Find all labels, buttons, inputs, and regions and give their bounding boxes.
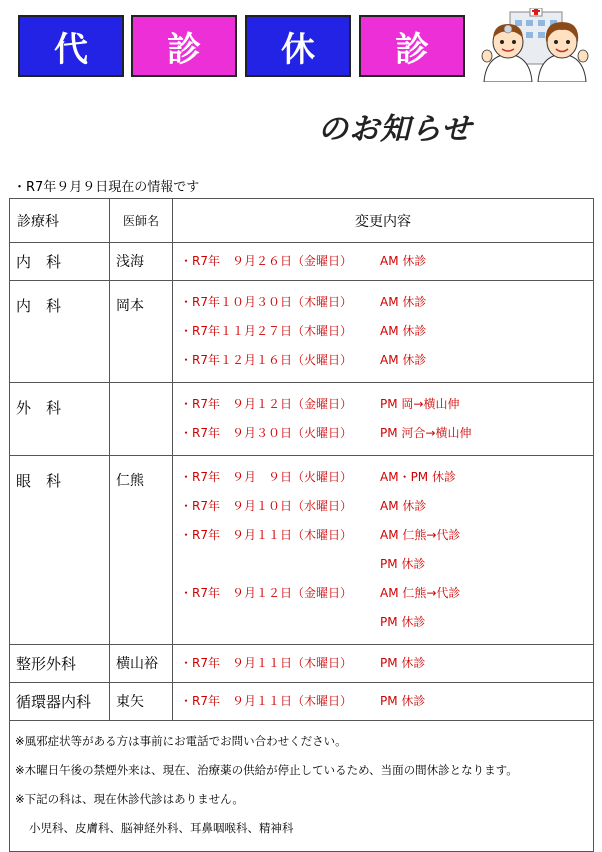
change-note: AM 休診	[380, 254, 427, 268]
doctor-cell: 東矢	[110, 683, 173, 721]
note-line: ※風邪症状等がある方は事前にお電話でお問い合わせください。	[15, 734, 347, 748]
change-line	[180, 608, 593, 637]
change-line	[180, 288, 593, 317]
change-note: AM 休診	[380, 295, 427, 309]
change-line	[180, 649, 593, 678]
header-department: 診療科	[10, 199, 110, 243]
change-line	[180, 390, 593, 419]
department-cell: 内 科	[10, 281, 110, 383]
changes-cell	[173, 281, 594, 383]
change-date: ・R7年１０月３０日（木曜日）	[180, 295, 352, 309]
department-cell: 循環器内科	[10, 683, 110, 721]
change-date: ・R7年 ９月１０日（水曜日）	[180, 499, 352, 513]
table-row	[10, 281, 594, 383]
changes-cell	[173, 243, 594, 281]
department-cell: 内 科	[10, 243, 110, 281]
note-line: ※木曜日午後の禁煙外来は、現在、治療薬の供給が停止しているため、当面の間休診となります。	[15, 763, 518, 777]
table-row	[10, 383, 594, 456]
change-line	[180, 419, 593, 448]
change-line	[180, 579, 593, 608]
changes-cell	[173, 683, 594, 721]
title-char-1: 代	[18, 15, 124, 77]
doctor-cell: 仁熊	[110, 456, 173, 645]
changes-cell	[173, 645, 594, 683]
table-row	[10, 243, 594, 281]
change-note: PM 河合→横山伸	[380, 426, 472, 440]
change-date: ・R7年 ９月２６日（金曜日）	[180, 254, 352, 268]
title-char-2: 診	[131, 15, 237, 77]
table-row	[10, 683, 594, 721]
change-date: ・R7年 ９月 ９日（火曜日）	[180, 470, 352, 484]
department-cell: 整形外科	[10, 645, 110, 683]
change-note: AM・PM 休診	[380, 470, 456, 484]
change-note: PM 休診	[380, 694, 426, 708]
title-char-3: 休	[245, 15, 351, 77]
change-note: AM 仁熊→代診	[380, 586, 461, 600]
schedule-table	[9, 198, 594, 852]
department-cell: 眼 科	[10, 456, 110, 645]
title-char-4: 診	[359, 15, 465, 77]
change-line	[180, 550, 593, 579]
note-line: 小児科、皮膚科、脳神経外科、耳鼻咽喉科、精神科	[29, 821, 294, 835]
change-note: AM 休診	[380, 353, 427, 367]
doctor-cell	[110, 383, 173, 456]
notice-subtitle: のお知らせ	[318, 112, 473, 147]
change-note: PM 休診	[380, 656, 426, 670]
change-line	[180, 317, 593, 346]
change-line	[180, 687, 593, 716]
department-cell: 外 科	[10, 383, 110, 456]
change-note: AM 休診	[380, 499, 427, 513]
changes-cell	[173, 383, 594, 456]
change-note: PM 休診	[380, 557, 426, 571]
change-line	[180, 346, 593, 375]
change-date: ・R7年 ９月１２日（金曜日）	[180, 586, 352, 600]
changes-cell	[173, 456, 594, 645]
table-row	[10, 456, 594, 645]
note-line: ※下記の科は、現在休診代診はありません。	[15, 792, 244, 806]
notes-cell	[10, 721, 594, 852]
change-line	[180, 521, 593, 550]
info-date-line: ・R7年９月９日現在の情報です	[13, 180, 200, 195]
header-doctor: 医師名	[110, 199, 173, 243]
change-line	[180, 463, 593, 492]
change-date: ・R7年１２月１６日（火曜日）	[180, 353, 352, 367]
change-note: AM 休診	[380, 324, 427, 338]
change-date: ・R7年 ９月１１日（木曜日）	[180, 656, 352, 670]
change-date: ・R7年 ９月３０日（火曜日）	[180, 426, 352, 440]
change-date: ・R7年 ９月１１日（木曜日）	[180, 694, 352, 708]
change-line	[180, 492, 593, 521]
table-header-row	[10, 199, 594, 243]
table-row	[10, 645, 594, 683]
change-note: AM 仁熊→代診	[380, 528, 461, 542]
doctor-cell: 浅海	[110, 243, 173, 281]
change-note: PM 岡→横山伸	[380, 397, 460, 411]
notes-row	[10, 721, 594, 852]
doctor-cell: 岡本	[110, 281, 173, 383]
change-note: PM 休診	[380, 615, 426, 629]
doctor-cell: 横山裕	[110, 645, 173, 683]
change-date: ・R7年 ９月１１日（木曜日）	[180, 528, 352, 542]
change-date: ・R7年 ９月１２日（金曜日）	[180, 397, 352, 411]
doctors-and-hospital-illustration	[480, 8, 590, 82]
change-date: ・R7年１１月２７日（木曜日）	[180, 324, 352, 338]
header-changes: 変更内容	[173, 199, 594, 243]
change-line	[180, 247, 593, 276]
